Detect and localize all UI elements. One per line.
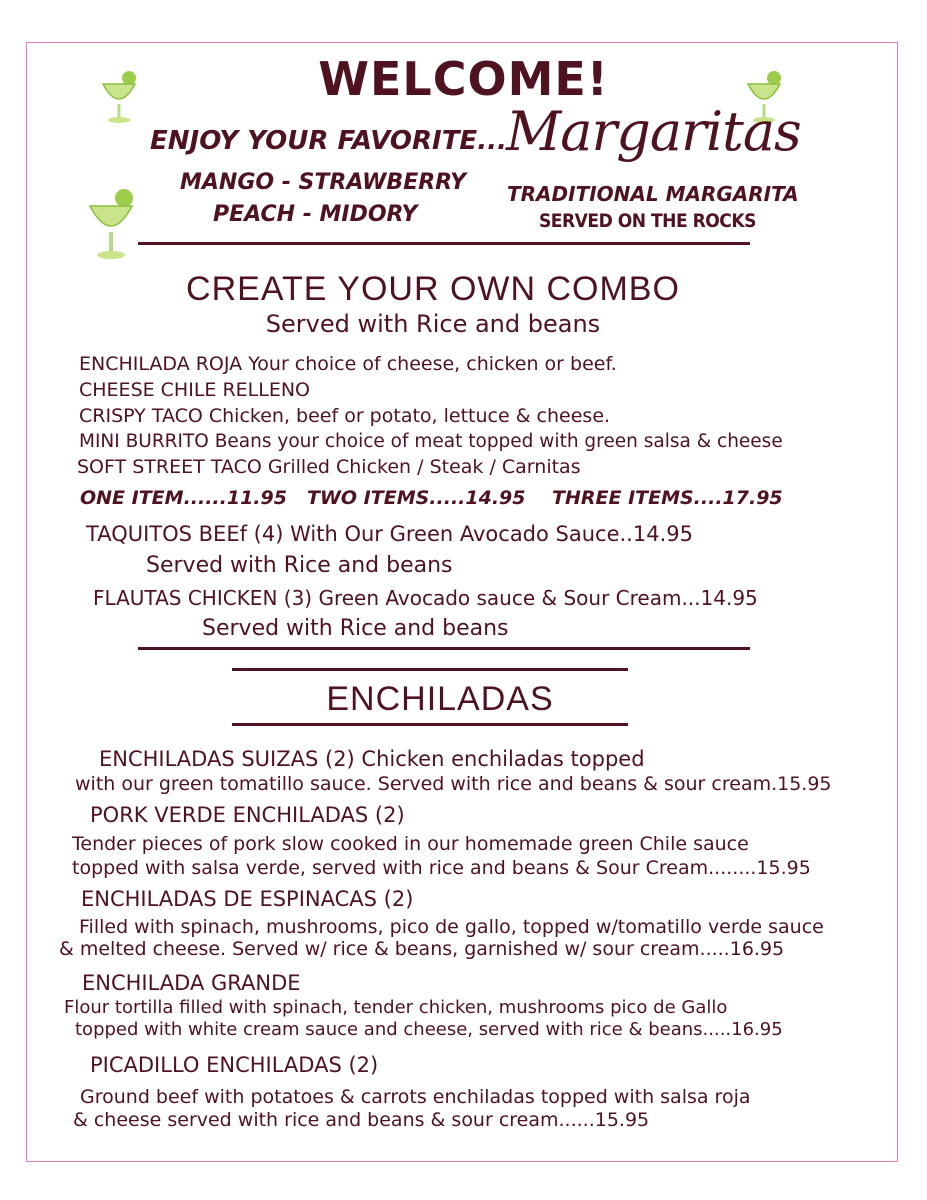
taquitos-note: Served with Rice and beans bbox=[146, 553, 453, 578]
flautas-note: Served with Rice and beans bbox=[202, 616, 509, 641]
divider bbox=[232, 723, 628, 726]
welcome-heading: WELCOME! bbox=[318, 52, 609, 106]
combo-item: SOFT STREET TACO Grilled Chicken / Steak / Carnitas bbox=[77, 456, 581, 478]
divider bbox=[138, 242, 750, 245]
taquitos-item: TAQUITOS BEEf (4) With Our Green Avocado Sauce..14.95 bbox=[86, 522, 693, 546]
traditional-margarita-text: TRADITIONAL MARGARITA bbox=[507, 182, 799, 206]
combo-subtitle: Served with Rice and beans bbox=[265, 310, 601, 338]
combo-item: CHEESE CHILE RELLENO bbox=[79, 379, 311, 401]
flavors-line-1: MANGO - STRAWBERRY bbox=[180, 170, 467, 195]
menu-item-name: PORK VERDE ENCHILADAS (2) bbox=[90, 803, 405, 827]
menu-item-name: ENCHILADAS DE ESPINACAS (2) bbox=[81, 887, 414, 911]
menu-item-description: Filled with spinach, mushrooms, pico de gallo, topped w/tomatillo verde sauce bbox=[79, 916, 824, 938]
divider bbox=[232, 668, 628, 671]
enjoy-favorite-text: ENJOY YOUR FAVORITE... bbox=[150, 126, 507, 156]
margarita-glass-icon bbox=[86, 188, 136, 262]
combo-item: MINI BURRITO Beans your choice of meat topped with green salsa & cheese bbox=[79, 431, 783, 452]
menu-item-description: Tender pieces of pork slow cooked in our homemade green Chile sauce bbox=[72, 833, 749, 855]
menu-item-name: ENCHILADAS SUIZAS (2) Chicken enchiladas topped bbox=[99, 747, 645, 771]
combo-item: ENCHILADA ROJA Your choice of cheese, chicken or beef. bbox=[79, 353, 617, 375]
menu-item-description: & cheese served with rice and beans & sour cream......15.95 bbox=[73, 1109, 650, 1131]
combo-title: CREATE YOUR OWN COMBO bbox=[186, 270, 680, 308]
menu-item-description: Flour tortilla filled with spinach, tender chicken, mushrooms pico de Gallo bbox=[64, 997, 728, 1018]
price-two-items: TWO ITEMS.....14.95 bbox=[307, 487, 526, 509]
combo-item: CRISPY TACO Chicken, beef or potato, lettuce & cheese. bbox=[79, 405, 611, 427]
price-three-items: THREE ITEMS....17.95 bbox=[552, 487, 783, 509]
divider bbox=[138, 647, 750, 650]
margaritas-script-title: Margaritas bbox=[506, 100, 801, 163]
menu-item-name: ENCHILADA GRANDE bbox=[82, 971, 301, 995]
price-one-item: ONE ITEM......11.95 bbox=[80, 487, 287, 509]
flavors-line-2: PEACH - MIDORY bbox=[213, 202, 418, 227]
flautas-item: FLAUTAS CHICKEN (3) Green Avocado sauce & Sour Cream...14.95 bbox=[93, 586, 758, 610]
menu-item-description: & melted cheese. Served w/ rice & beans, garnished w/ sour cream.....16.95 bbox=[59, 938, 785, 960]
menu-item-description: with our green tomatillo sauce. Served with rice and beans & sour cream.15.95 bbox=[75, 773, 832, 795]
served-on-rocks-text: SERVED ON THE ROCKS bbox=[539, 210, 756, 232]
enchiladas-title: ENCHILADAS bbox=[326, 680, 554, 718]
menu-item-description: topped with salsa verde, served with rice and beans & Sour Cream........15.95 bbox=[72, 857, 811, 879]
menu-item-name: PICADILLO ENCHILADAS (2) bbox=[90, 1053, 379, 1077]
menu-item-description: Ground beef with potatoes & carrots enchiladas topped with salsa roja bbox=[80, 1086, 751, 1108]
menu-item-description: topped with white cream sauce and cheese, served with rice & beans.....16.95 bbox=[75, 1019, 783, 1040]
